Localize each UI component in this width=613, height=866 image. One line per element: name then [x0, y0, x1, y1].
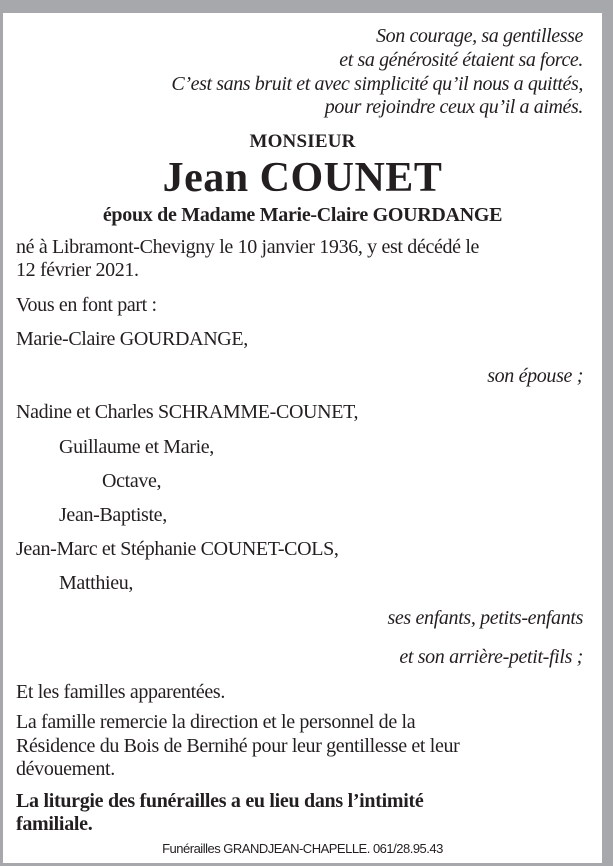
- announce-intro: Vous en font part :: [16, 294, 157, 316]
- quote-line: C’est sans bruit et avec simplicité qu’il nous a quittés,: [171, 73, 583, 95]
- funeral-home-footer: Funérailles GRANDJEAN-CHAPELLE. 061/28.95.43: [162, 841, 443, 856]
- honorific: MONSIEUR: [249, 131, 356, 152]
- family-member: Matthieu,: [59, 572, 134, 594]
- obituary-notice: [3, 13, 602, 863]
- birth-death-line: né à Libramont-Chevigny le 10 janvier 1936, y est décédé le: [16, 236, 480, 258]
- thanks-line: La famille remercie la direction et le personnel de la: [16, 711, 416, 733]
- family-member: Octave,: [102, 470, 162, 492]
- quote-line: Son courage, sa gentillesse: [376, 25, 583, 47]
- thanks-line: Résidence du Bois de Bernihé pour leur gentillesse et leur: [16, 735, 460, 757]
- family-member: Jean-Marc et Stéphanie COUNET-COLS,: [16, 538, 339, 560]
- thanks-line: dévouement.: [16, 758, 115, 780]
- spouse-role: son épouse ;: [487, 365, 583, 387]
- quote-line: et sa générosité étaient sa force.: [339, 49, 583, 71]
- quote-line: pour rejoindre ceux qu’il a aimés.: [324, 96, 583, 118]
- family-member: Jean-Baptiste,: [59, 504, 167, 526]
- funeral-line: La liturgie des funérailles a eu lieu dans l’intimité: [16, 790, 424, 812]
- children-role: et son arrière-petit-fils ;: [399, 646, 583, 668]
- children-role: ses enfants, petits-enfants: [387, 607, 583, 629]
- spouse-line: époux de Madame Marie-Claire GOURDANGE: [102, 204, 503, 226]
- spouse-name: Marie-Claire GOURDANGE,: [16, 328, 248, 350]
- funeral-line: familiale.: [16, 813, 93, 835]
- family-member: Guillaume et Marie,: [59, 436, 214, 458]
- family-member: Nadine et Charles SCHRAMME-COUNET,: [16, 401, 359, 423]
- relatives-line: Et les familles apparentées.: [16, 681, 225, 703]
- deceased-name: Jean COUNET: [162, 155, 443, 201]
- birth-death-line: 12 février 2021.: [16, 259, 139, 281]
